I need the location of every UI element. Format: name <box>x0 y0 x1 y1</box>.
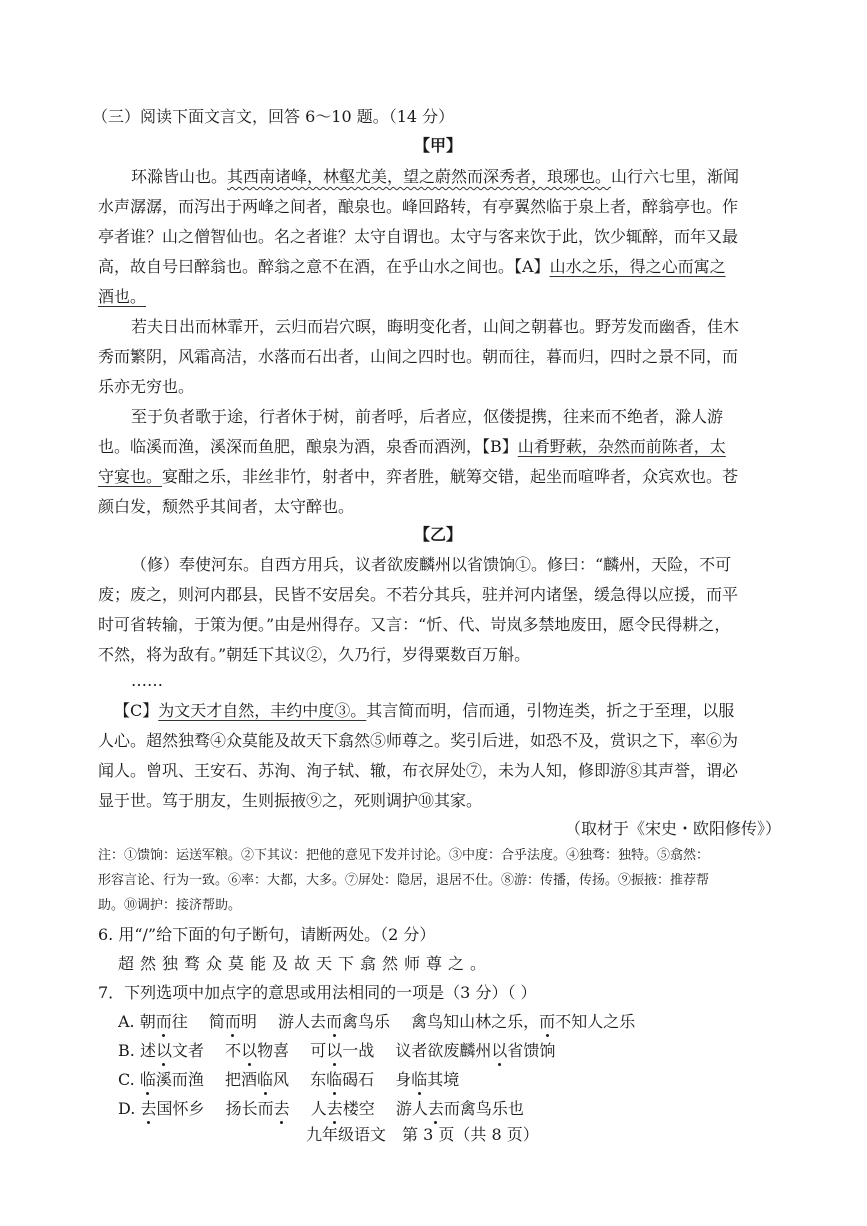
yi-p2-line-3: 闻人。曾巩、王安石、苏洵、洵子轼、辙，布衣屏处⑦，未为人知，修即游⑧其声誉，谓必 <box>98 761 739 780</box>
item-post: 而禽鸟乐也 <box>443 1099 524 1118</box>
option-item <box>311 1098 375 1120</box>
underlined-sentence-c: 为文天才自然，丰约中度③。 <box>158 701 367 720</box>
notes-line-1: 注：①馈饷：运送军粮。②下其议：把他的意见下发并讨论。③中度：合乎法度。④独骛：独特。⑤翕然： <box>98 848 710 863</box>
notes-line-2: 形容言论、行为一致。⑥率：大都，大多。⑦屏处：隐居，退居不仕。⑧游：传播，传扬。⑨振掖：推荐帮 <box>98 873 710 888</box>
wavy-underlined-sentence: 其西南诸峰，林壑尤美，望之蔚然而深秀者，琅琊也。 <box>227 167 612 186</box>
item-pre: 身 <box>395 1070 412 1089</box>
option-item <box>209 1011 257 1033</box>
option-item <box>140 1098 204 1120</box>
item-pre: 可 <box>310 1041 327 1060</box>
option-label: B. <box>118 1041 135 1060</box>
item-pre: 议者欲废麟州 <box>395 1041 492 1060</box>
item-pre: 简 <box>208 1012 225 1031</box>
jia-p1-line-2: 水声潺潺，而泻出于两峰之间者，酿泉也。峰回路转，有亭翼然临于泉上者，醉翁亭也。作 <box>98 197 739 216</box>
jia-p1-line-4 <box>98 256 726 278</box>
item-post: 省馈饷 <box>507 1041 556 1060</box>
item-pre: 人 <box>310 1099 327 1118</box>
jia-p3-line-4: 颜白发，颓然乎其间者，太守醉也。 <box>98 497 355 516</box>
item-post: 一战 <box>342 1041 375 1060</box>
notes-line-3: 助。⑩调护：接济帮助。 <box>98 898 242 913</box>
dotted-char: 临 <box>326 1070 343 1089</box>
item-post: 国怀乡 <box>156 1099 205 1118</box>
item-pre: 述 <box>139 1041 156 1060</box>
item-post: 楼空 <box>342 1099 375 1118</box>
question-6-sentence: 超然独骛众莫能及故天下翕然师尊之。 <box>118 954 493 973</box>
yi-p1-line-3: 时可省转输，于策为便。”由是州得存。又言：“忻、代、岢岚多禁地废田，愿令民得耕之， <box>98 615 731 634</box>
passage-jia-title: 【甲】 <box>414 136 463 155</box>
yi-p2-line-2: 人心。超然独骛④众莫能及故天下翕然⑤师尊之。奖引后进，如恐不及，赏识之下，率⑥为 <box>98 731 739 750</box>
dotted-char: 以 <box>326 1041 343 1060</box>
item-post: 不知人之乐 <box>555 1012 636 1031</box>
item-pre: 游人去 <box>278 1012 327 1031</box>
dotted-char: 以 <box>241 1041 258 1060</box>
item-post: 碣石 <box>342 1070 375 1089</box>
source-citation: （取材于《宋史・欧阳修传》） <box>564 819 781 838</box>
question-7-option-d[interactable] <box>118 1098 540 1120</box>
dotted-char: 而 <box>224 1012 241 1031</box>
item-post: 明 <box>240 1012 257 1031</box>
item-pre: 不 <box>225 1041 242 1060</box>
option-item <box>310 1069 374 1091</box>
question-7-option-b[interactable] <box>118 1040 571 1062</box>
dotted-char: 临 <box>257 1070 274 1089</box>
passage-yi-title: 【乙】 <box>414 525 463 544</box>
jia-p3-line-2 <box>98 436 726 458</box>
jia-p1-line-1 <box>131 166 739 188</box>
option-item <box>396 1098 524 1120</box>
text-span: 也。临溪而渔，溪深而鱼肥，酿泉为酒，泉香而酒洌，【B】 <box>98 437 518 456</box>
dotted-char: 临 <box>139 1070 156 1089</box>
jia-p2-line-2: 秀而繁阴，风霜高洁，水落而石出者，山间之四时也。朝而往，暮而归，四时之景不同，而 <box>98 347 739 366</box>
jia-p2-line-1: 若夫日出而林霏开，云归而岩穴暝，晦明变化者，山间之朝暮也。野芳发而幽香，佳木 <box>131 317 740 336</box>
dotted-char: 而 <box>539 1012 556 1031</box>
yi-p1-line-4: 不然，将为敌有。”朝廷下其议②，久乃行，岁得粟数百万斛。 <box>98 645 531 664</box>
underlined-sentence-b: 山肴野蔌，杂然而前陈者，太 <box>517 437 726 456</box>
option-label: A. <box>118 1012 135 1031</box>
text-span: 宴酣之乐，非丝非竹，射者中，弈者胜，觥筹交错，起坐而喧哗者，众宾欢也。苍 <box>162 467 739 486</box>
option-label: C. <box>118 1070 135 1089</box>
dotted-char: 去 <box>273 1099 290 1118</box>
underlined-sentence-a: 山水之乐，得之心而寓之 <box>549 257 726 276</box>
dotted-char: 而 <box>155 1012 172 1031</box>
question-6-stem: 6. 用“/”给下面的句子断句，请断两处。（2 分） <box>98 925 436 944</box>
dotted-char: 而 <box>326 1012 343 1031</box>
text-span: 环滁皆山也。 <box>131 167 228 186</box>
jia-p2-line-3: 乐亦无穷也。 <box>98 377 195 396</box>
item-post: 其境 <box>427 1070 460 1089</box>
option-item <box>395 1040 555 1062</box>
dotted-char: 去 <box>326 1099 343 1118</box>
option-item <box>140 1069 204 1091</box>
item-pre: 把酒 <box>224 1070 257 1089</box>
option-item <box>278 1011 390 1033</box>
jia-p3-line-3 <box>98 466 738 488</box>
option-item <box>226 1098 290 1120</box>
dotted-char: 临 <box>411 1070 428 1089</box>
option-item <box>140 1011 188 1033</box>
option-label: D. <box>118 1099 136 1118</box>
item-pre: 扬长而 <box>225 1099 274 1118</box>
item-post: 禽鸟乐 <box>342 1012 391 1031</box>
text-span: 其言简而明，信而通，引物连类，折之于至理，以服 <box>366 701 735 720</box>
dotted-char: 去 <box>140 1099 157 1118</box>
page-footer: 九年级语文 第 3 页（共 8 页） <box>306 1125 539 1144</box>
yi-p2-line-1 <box>114 700 734 722</box>
option-item <box>411 1011 635 1033</box>
section-heading: （三）阅读下面文言文，回答 6～10 题。（14 分） <box>92 107 455 126</box>
dotted-char: 以 <box>491 1041 508 1060</box>
option-item <box>140 1040 204 1062</box>
option-item <box>225 1040 289 1062</box>
yi-p1-line-2: 废；废之，则河内郡县，民皆不安居矣。不若分其兵，驻并河内诸堡，缓急得以应援，而平 <box>98 585 739 604</box>
dotted-char: 以 <box>155 1041 172 1060</box>
option-item <box>310 1040 374 1062</box>
item-post: 物喜 <box>257 1041 290 1060</box>
yi-p1-line-1: （修）奉使河东。自西方用兵，议者欲废麟州以省馈饷①。修曰：“麟州，天险，不可 <box>131 555 732 574</box>
question-7-stem: 7．下列选项中加点字的意思或用法相同的一项是（3 分）（ ） <box>98 983 537 1002</box>
jia-p1-line-3: 亭者谁？山之僧智仙也。名之者谁？太守自谓也。太守与客来饮于此，饮少辄醉，而年又最 <box>98 227 739 246</box>
item-post: 溪而渔 <box>155 1070 204 1089</box>
jia-p1-line-5 <box>98 286 146 308</box>
option-item <box>225 1069 289 1091</box>
item-post: 文者 <box>171 1041 204 1060</box>
ellipsis: …… <box>131 671 163 690</box>
item-pre: 东 <box>310 1070 327 1089</box>
text-span: 【C】 <box>114 701 159 720</box>
text-span: 高，故自号曰醉翁也。醉翁之意不在酒，在乎山水之间也。【A】 <box>98 257 550 276</box>
dotted-char: 去 <box>427 1099 444 1118</box>
item-pre: 朝 <box>139 1012 156 1031</box>
yi-p2-line-4: 显于世。笃于朋友，生则振掖⑨之，死则调护⑩其家。 <box>98 791 483 810</box>
option-item <box>395 1069 459 1091</box>
underlined-sentence-a-end: 酒也。 <box>98 287 147 306</box>
item-post: 往 <box>171 1012 188 1031</box>
item-pre: 禽鸟知山林之乐， <box>411 1012 540 1031</box>
underlined-sentence-b-end: 守宴也。 <box>98 467 163 486</box>
item-post: 风 <box>273 1070 290 1089</box>
jia-p3-line-1: 至于负者歌于途，行者休于树，前者呼，后者应，伛偻提携，往来而不绝者，滁人游 <box>131 407 724 426</box>
question-7-option-c[interactable] <box>118 1069 475 1091</box>
text-span: 山行六七里，渐闻 <box>611 167 740 186</box>
item-pre: 游人 <box>395 1099 428 1118</box>
question-7-option-a[interactable] <box>118 1011 651 1033</box>
